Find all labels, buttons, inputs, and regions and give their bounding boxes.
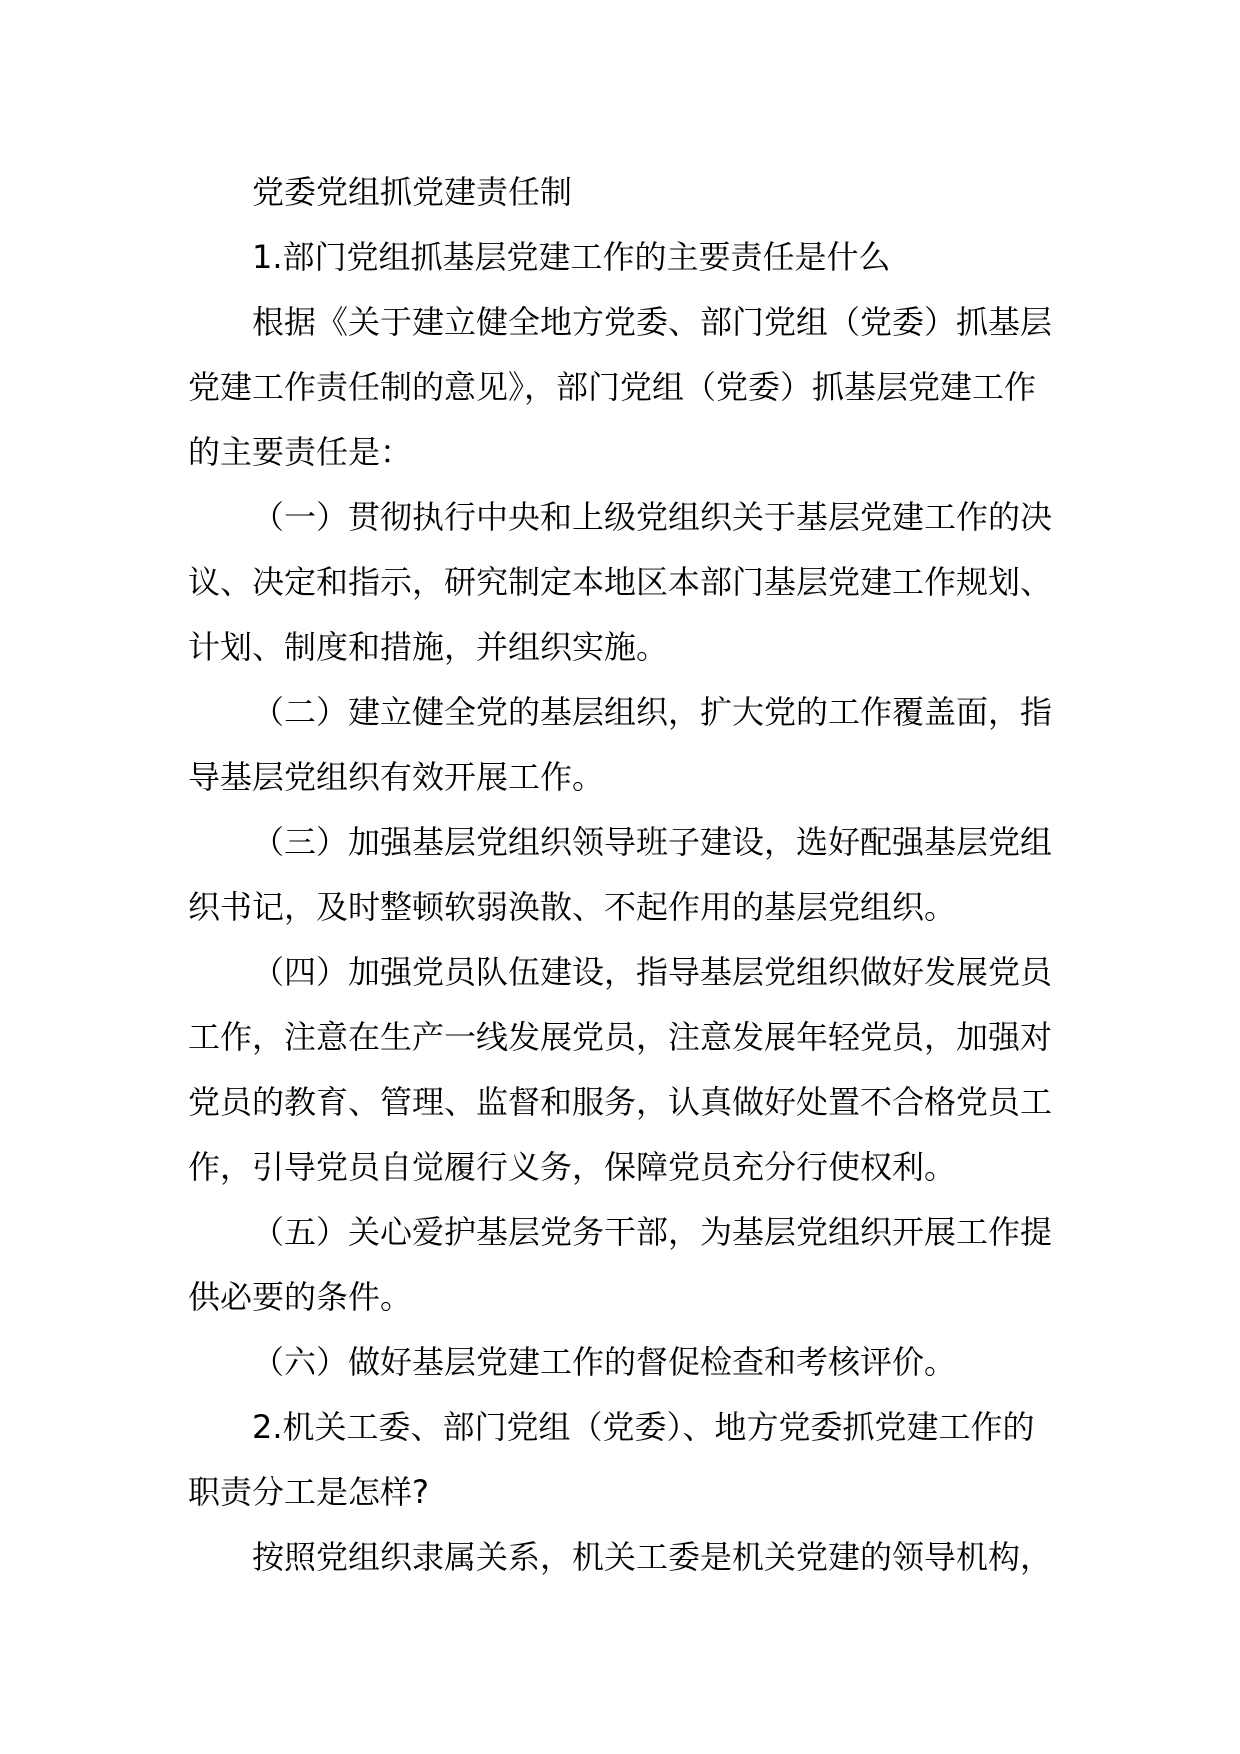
responsibility-item-3: （三）加强基层党组织领导班子建设，选好配强基层党组织书记，及时整顿软弱涣散、不起作用的基层党组织。 (188, 823, 1053, 926)
question-2-heading: 2.机关工委、部门党组（党委）、地方党委抓党建工作的职责分工是怎样? (188, 1408, 1035, 1511)
document-title: 党委党组抓党建责任制 (252, 173, 573, 211)
answer-2-text: 按照党组织隶属关系，机关工委是机关党建的领导机构， (252, 1538, 1053, 1576)
responsibility-item-6: （六）做好基层党建工作的督促检查和考核评价。 (252, 1343, 957, 1381)
answer-1-intro: 根据《关于建立健全地方党委、部门党组（党委）抓基层党建工作责任制的意见》，部门党组（党委）抓基层党建工作的主要责任是： (188, 303, 1053, 471)
responsibility-item-5: （五）关心爱护基层党务干部，为基层党组织开展工作提供必要的条件。 (188, 1213, 1053, 1316)
responsibility-item-1: （一）贯彻执行中央和上级党组织关于基层党建工作的决议、决定和指示，研究制定本地区本部门基层党建工作规划、计划、制度和措施，并组织实施。 (188, 498, 1053, 666)
responsibility-item-4: （四）加强党员队伍建设，指导基层党组织做好发展党员工作，注意在生产一线发展党员，注意发展年轻党员，加强对党员的教育、管理、监督和服务，认真做好处置不合格党员工作，引导党员自觉履行义务，保障党员充分行使权利。 (188, 953, 1053, 1186)
question-1-heading: 1.部门党组抓基层党建工作的主要责任是什么 (252, 238, 891, 276)
responsibility-item-2: （二）建立健全党的基层组织，扩大党的工作覆盖面，指导基层党组织有效开展工作。 (188, 693, 1053, 796)
document-body (188, 160, 1060, 1590)
